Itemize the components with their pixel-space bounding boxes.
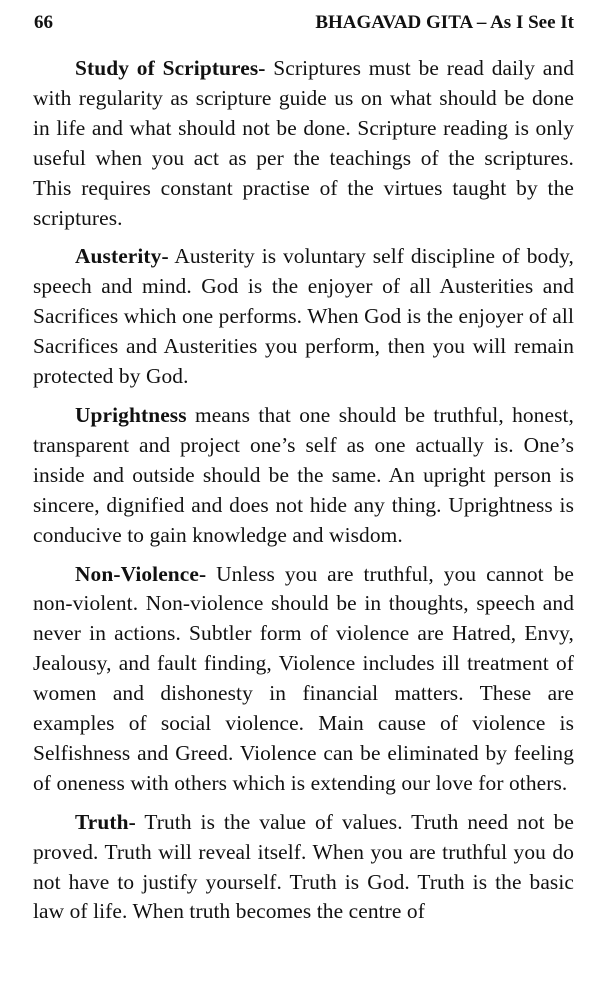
page-body	[33, 54, 574, 936]
paragraph-truth	[33, 808, 574, 928]
paragraph-term: Non-Violence-	[75, 561, 207, 586]
paragraph-text: means that one should be truthful, honest, transparent and project one’s self as one actually is. One’s inside and outside should be the same. An upright person is sincere, dignified and does not hide any thing. Uprightness is conducive to gain knowledge and wisdom.	[33, 402, 574, 547]
paragraph-term: Austerity-	[75, 244, 169, 269]
paragraph-text: Truth is the value of values. Truth need not be proved. Truth will reveal itself. When you are truthful you do not have to justify yourself. Truth is God. Truth is the basic law of life. When truth becomes the centre of	[33, 809, 574, 924]
paragraph-uprightness	[33, 401, 574, 551]
paragraph-text: Unless you are truthful, you cannot be non-violent. Non-violence should be in thoughts, speech and never in actions. Subtler form of violence are Hatred, Envy, Jealousy, and fault finding, Violence includes ill treatment of women and dishonesty in financial matters. These are examples of social violence. Main cause of violence is Selfishness and Greed. Violence can be eliminated by feeling of oneness with others which is extending our love for others.	[33, 561, 574, 795]
running-title: BHAGAVAD GITA – As I See It	[315, 12, 574, 33]
page-header	[34, 8, 574, 38]
paragraph-term: Uprightness	[75, 402, 187, 427]
page-number: 66	[34, 12, 53, 33]
paragraph-term: Truth-	[75, 809, 136, 834]
paragraph-study-of-scriptures	[33, 54, 574, 233]
paragraph-text: Austerity is voluntary self discipline of body, speech and mind. God is the enjoyer of all Austerities and Sacrifices which one performs. When God is the enjoyer of all Sacrifices and Austerities you perform, then you will remain protected by God.	[33, 244, 574, 389]
paragraph-non-violence	[33, 560, 574, 799]
paragraph-text: Scriptures must be read daily and with regularity as scripture guide us on what should be done in life and what should not be done. Scripture reading is only useful when you act as per the teachings of the scriptures. This requires constant practise of the virtues taught by the scriptures.	[33, 56, 574, 230]
paragraph-term: Study of Scriptures-	[75, 56, 266, 80]
paragraph-austerity	[33, 242, 574, 392]
